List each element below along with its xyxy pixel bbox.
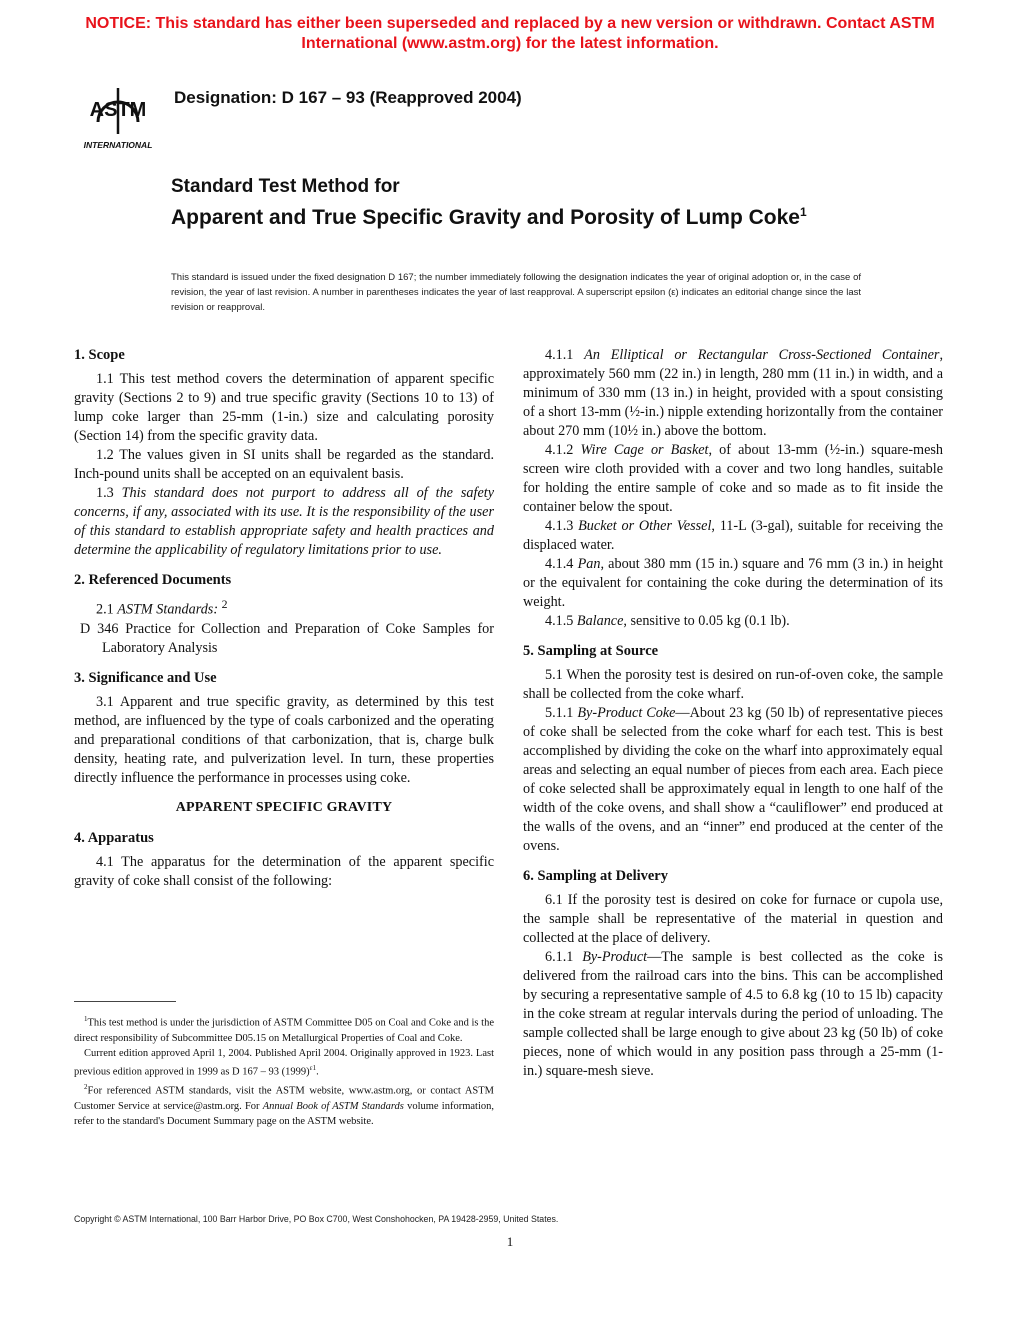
paragraph-3-1: 3.1 Apparent and true specific gravity, as determined by this test method, are influenced by the type of coals carbonized and the operating and preparational conditions of that carbonization, that is, charge bulk density, heating rate, and pulverization level. In turn, these properties directly influence the performance in processes using coke. — [74, 693, 494, 786]
paragraph-6-1-1-italic: By-Product — [582, 949, 648, 965]
paragraph-5-1-1 — [523, 704, 943, 856]
title-block — [171, 176, 871, 230]
footnote-2-italic: Annual Book of ASTM Standards — [262, 1100, 404, 1112]
withdrawal-notice — [40, 14, 980, 54]
document-title — [171, 200, 871, 230]
paragraph-5-1: 5.1 When the porosity test is desired on run-of-oven coke, the sample shall be collected from the coke wharf. — [523, 667, 943, 702]
paragraph-1-3 — [74, 484, 494, 560]
footnote-1 — [74, 1012, 494, 1046]
paragraph-2-1-italic: ASTM Standards: — [117, 601, 219, 618]
astm-logo-icon — [74, 76, 162, 152]
title-footnote-mark: 1 — [799, 205, 807, 219]
paragraph-4-1-5-italic: Balance — [576, 613, 624, 629]
title-line-1: Standard Test Method for — [171, 176, 400, 197]
notice-line-2: International (www.astm.org) for the latest information. — [301, 35, 719, 52]
page-number: 1 — [506, 1234, 514, 1249]
paragraph-1-3-italic: This standard does not purport to address all of the safety concerns, if any, associated with its use. It is the responsibility of the user of this standard to establish appropriate safety and health practices and determine the applicability of regulatory limitations prior to use. — [74, 485, 494, 558]
footnote-2-mark: 2 — [84, 1082, 88, 1091]
paragraph-4-1-1-number: 4.1.1 — [545, 347, 574, 363]
logo-letters: ASTM — [89, 99, 147, 121]
issue-note: This standard is issued under the fixed designation D 167; the number immediately following the designation indicates the year of original adoption or, in the case of revision, the year of last revision. A number in parentheses indicates the year of last reapproval. A superscript epsilon (ε) indicates an editorial change since the last revision or reapproval. — [171, 272, 861, 313]
paragraph-4-1-1-italic: An Elliptical or Rectangular Cross-Sectioned Container — [584, 347, 940, 363]
footnote-rule — [74, 1001, 176, 1002]
section-2-heading: 2. Referenced Documents — [74, 572, 232, 588]
paragraph-4-1-2 — [523, 441, 943, 517]
footnote-1-text: This test method is under the jurisdiction of ASTM Committee D05 on Coal and Coke and is the direct responsibility of Subcommittee D05.15 on Metallurgical Properties of Coal and Coke. — [74, 1017, 494, 1044]
reference-d346: D 346 Practice for Collection and Preparation of Coke Samples for Laboratory Analysis — [80, 620, 494, 656]
footnote-1-mark: 1 — [84, 1015, 88, 1023]
paragraph-4-1-1 — [523, 346, 943, 441]
paragraph-4-1-4 — [523, 555, 943, 612]
footnote-1-edition-text: Current edition approved April 1, 2004. Published April 2004. Originally approved in 1923. Last previous edition approved in 1999 as D 167 – 93 (1999) — [74, 1047, 494, 1078]
footnote-2 — [74, 1080, 494, 1129]
paragraph-5-1-1-italic: By-Product Coke — [577, 705, 676, 721]
paragraph-4-1-4-italic: Pan — [577, 556, 601, 572]
footnote-1-edition: Current edition approved April 1, 2004. Published April 2004. Originally approved in 1923. Last previous edition approved in 1999 as D 167 – 93 $(1999)^{\varepsilon 1}$. — [74, 1047, 494, 1078]
paragraph-4-1-3-italic: Bucket or Other Vessel — [578, 518, 712, 534]
paragraph-4-1-2-number: 4.1.2 — [545, 442, 574, 458]
paragraph-1-3-number: 1.3 — [96, 485, 114, 501]
paragraph-4-1-4-text: , about 380 mm (15 in.) square and 76 mm (3 in.) in height or the equivalent for containing the coke during the determination of its weight. — [523, 556, 944, 610]
paragraph-4-1-4-number: 4.1.4 — [545, 556, 574, 572]
section-3-heading: 3. Significance and Use — [74, 669, 217, 686]
title-main-text: Apparent and True Specific Gravity and Porosity of Lump Coke — [171, 206, 800, 229]
copyright: Copyright © ASTM International, 100 Barr Harbor Drive, PO Box C700, West Conshohocken, PA 19428-2959, United States. — [74, 1214, 559, 1224]
left-column — [74, 346, 494, 891]
paragraph-6-1-1-number: 6.1.1 — [545, 949, 574, 965]
astm-logo — [74, 76, 162, 152]
logo-caption: INTERNATIONAL — [83, 140, 153, 150]
paragraph-2-1-number: 2.1 — [96, 601, 114, 618]
paragraph-1-1: 1.1 This test method covers the determination of apparent specific gravity (Sections 2 to 9) and true specific gravity (Sections 10 to 13) of lump coke larger than 25-mm (1-in.) size and calculating porosity (Section 14) from the specific gravity data. — [74, 371, 494, 444]
footnote-2-text-b: volume information, refer to the standard's Document Summary page on the ASTM website. — [74, 1100, 494, 1127]
paragraph-4-1-3-number: 4.1.3 — [545, 518, 574, 534]
section-5-heading: 5. Sampling at Source — [523, 643, 659, 659]
paragraph-4-1-5-number: 4.1.5 — [545, 613, 574, 629]
paragraph-6-1: 6.1 If the porosity test is desired on coke for furnace or cupola use, the sample shall be representative of the material in question and collected at the place of delivery. — [523, 892, 943, 946]
paragraph-5-1-1-number: 5.1.1 — [545, 705, 574, 721]
paragraph-4-1-3 — [523, 517, 943, 555]
paragraph-4-1: 4.1 The apparatus for the determination of the apparent specific gravity of coke shall consist of the following: — [74, 853, 494, 889]
paragraph-2-1 — [74, 595, 494, 620]
right-column — [523, 346, 943, 1081]
notice-line-1: NOTICE: This standard has either been superseded and replaced by a new version or withdrawn. Contact ASTM — [85, 15, 935, 32]
paragraph-6-1-1 — [523, 948, 943, 1081]
paragraph-4-1-2-italic: Wire Cage or Basket — [580, 442, 709, 458]
paragraph-4-1-5 — [523, 612, 943, 631]
paragraph-4-1-1-text: , approximately 560 mm (22 in.) in length, 280 mm (11 in.) in width, and a minimum of 330 mm (13 in.) in height, provided with a spout consisting of a short 13-mm (½-in.) nipple extending horizontally from the container about 270 mm (10½ in.) above the bottom. — [523, 347, 943, 439]
section-4-heading: 4. Apparatus — [74, 829, 154, 846]
footnote-ref-2: 2 — [221, 597, 228, 611]
footnote-2-text-a: For referenced ASTM standards, visit the ASTM website, www.astm.org, or contact ASTM Customer Service at service@astm.org. For — [74, 1085, 494, 1112]
footnotes — [74, 1012, 494, 1129]
section-1-heading: 1. Scope — [74, 347, 125, 363]
paragraph-1-2: 1.2 The values given in SI units shall be regarded as the standard. Inch-pound units shall be accepted on an equivalent basis. — [74, 447, 494, 482]
paragraph-4-1-5-text: , sensitive to 0.05 kg (0.1 lb). — [623, 613, 790, 629]
paragraph-6-1-1-text: —The sample is best collected as the coke is delivered from the railroad cars into the bins. This can be accomplished by securing a representative sample of 4.5 to 6.8 kg (10 to 15 lb) capacity in the coke stream at regular intervals during the period of unloading. The sample collected shall be large enough to give about 23 kg (50 lb) of coke pieces, none of which would in any position pass through a 25-mm (1-in.) square-mesh sieve. — [523, 949, 943, 1079]
footnote-1-epsilon: ε1 — [309, 1064, 317, 1073]
apparent-specific-gravity-subheading: APPARENT SPECIFIC GRAVITY — [175, 799, 393, 815]
designation: Designation: D 167 – 93 (Reapproved 2004) — [174, 88, 522, 107]
section-6-heading: 6. Sampling at Delivery — [523, 868, 668, 884]
paragraph-4-1-2-text: , of about 13-mm (½-in.) square-mesh screen wire cloth provided with a cover and two long handles, suitable for holding the entire sample of coke and so made as to fit inside the container below the spout. — [523, 442, 944, 515]
paragraph-5-1-1-text: —About 23 kg (50 lb) of representative pieces of coke shall be selected from the coke wharf for each test. This is best accomplished by dividing the coke on the wharf into approximately equal areas and selecting an equal number of pieces from each area. Each piece of coke selected shall be approximately equal in length to one half of the width of the coke ovens, and shall show a “cauliflower” end produced at the walls of the ovens, and an “inner” end produced at the center of the ovens. — [523, 705, 943, 854]
paragraph-4-1-3-text: , 11-L (3-gal), suitable for receiving the displaced water. — [523, 518, 943, 553]
